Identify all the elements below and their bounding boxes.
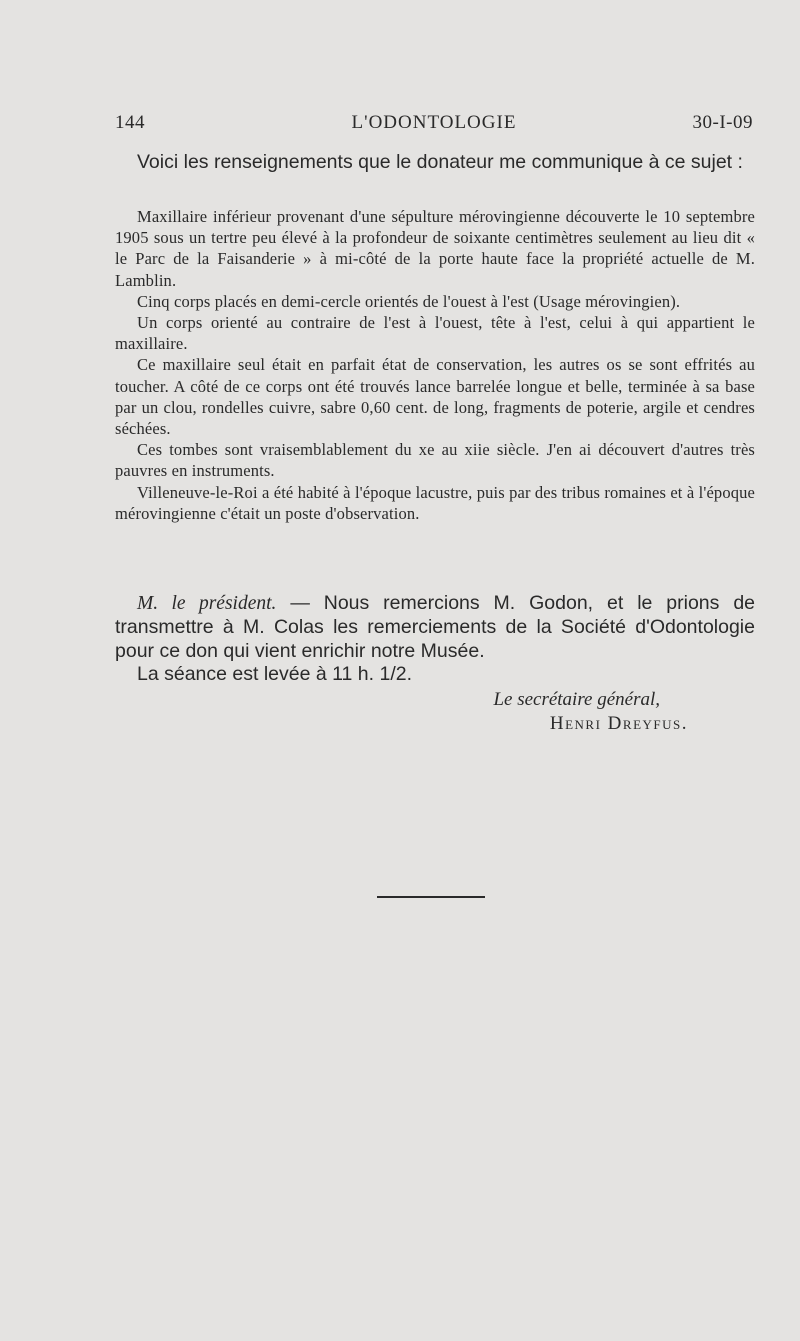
president-remark [115,592,755,663]
president-speech: — Nous remercions M. Godon, et le prions de transmettre à M. Colas les remerciements de la Société d'Odontologie pour ce don qui vient enrichir notre Musée. [115,592,756,662]
signature-block [493,688,688,736]
end-rule [377,896,485,898]
intro-paragraph: Voici les renseignements que le donateur me communique à ce sujet : [137,151,743,173]
report-paragraph: Cinq corps placés en demi-cercle orientés de l'ouest à l'est (Usage mérovingien). [137,291,681,311]
journal-title: L'ODONTOLOGIE [351,112,517,133]
report-paragraph: Ce maxillaire seul était en parfait état de conservation, les autres os se sont effrités au toucher. A côté de ce corps ont été trouvés lance barrelée longue et belle, terminée à sa base par un clou, rondelles cuivre, sabre 0,60 cent. de long, fragments de poterie, argile et cendres séchées. [115,355,755,439]
adjournment-note: La séance est levée à 11 h. 1/2. [137,663,412,686]
report-paragraph: Maxillaire inférieur provenant d'une sépulture mérovingienne découverte le 10 septembre 1905 sous un tertre peu élevé à la profondeur de soixante centimètres seulement au lieu dit « le Parc de la Faisanderie » à mi-côté de la porte haute face la propriété actuelle de M. Lamblin. [115,207,755,290]
donor-report [115,206,755,524]
signatory-name: Henri Dreyfus. [549,713,688,734]
signatory-title: Le secrétaire général, [493,689,660,710]
closing-remarks [115,592,755,687]
issue-date: 30-I-09 [692,112,753,133]
page-number: 144 [115,112,145,133]
speaker-name: M. le président. [137,593,277,614]
report-paragraph: Un corps orienté au contraire de l'est à l'ouest, tête à l'est, celui à qui appartient le maxillaire. [115,313,755,354]
report-paragraph: Villeneuve-le-Roi a été habité à l'époque lacustre, puis par des tribus romaines et à l'époque mérovingienne c'était un poste d'observation. [115,482,755,523]
running-head [115,112,753,142]
report-paragraph: Ces tombes sont vraisemblablement du xe au xiie siècle. J'en ai découvert d'autres très pauvres en instruments. [115,440,755,481]
